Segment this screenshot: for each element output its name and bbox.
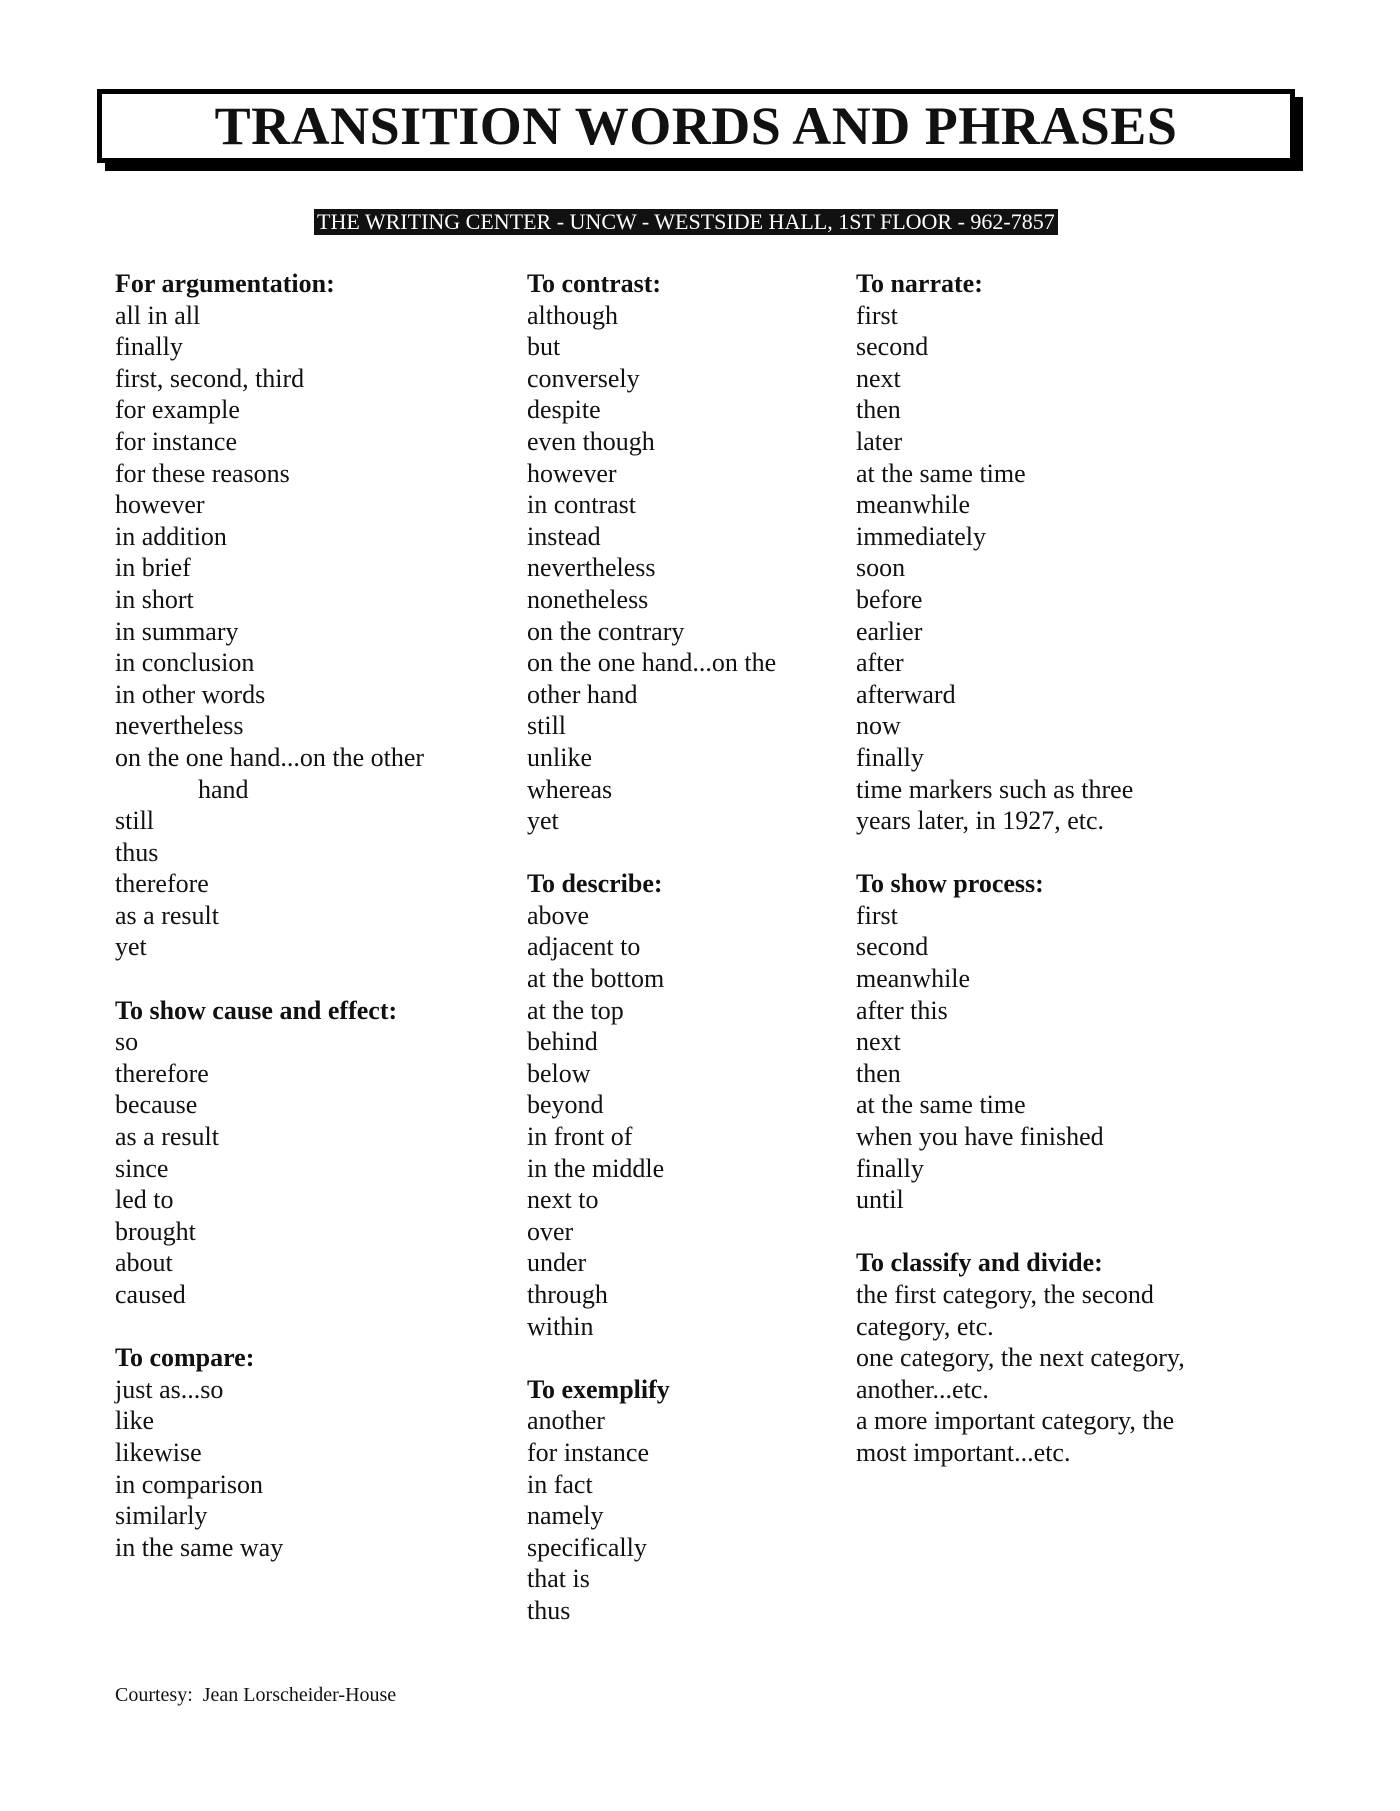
word-list xyxy=(115,1374,515,1564)
list-item: another xyxy=(527,1406,605,1436)
list-item: under xyxy=(527,1248,587,1278)
list-item: in brief xyxy=(115,553,191,583)
list-item: meanwhile xyxy=(856,490,971,520)
list-item: like xyxy=(115,1406,154,1436)
section-heading: To narrate: xyxy=(856,269,983,298)
section-classify-divide xyxy=(856,1247,1256,1468)
list-item: meanwhile xyxy=(856,964,971,994)
list-item: however xyxy=(115,490,205,520)
list-item: in other words xyxy=(115,679,266,709)
list-item: next to xyxy=(527,1185,599,1215)
list-item: in comparison xyxy=(115,1469,264,1499)
list-item: yet xyxy=(527,806,559,836)
section-argumentation xyxy=(115,268,515,963)
word-list xyxy=(856,300,1256,837)
list-item: nonetheless xyxy=(527,584,649,614)
list-item: but xyxy=(527,332,561,362)
list-item: because xyxy=(115,1090,198,1120)
list-item: in conclusion xyxy=(115,648,255,678)
list-item: on the one hand...on the xyxy=(527,648,777,678)
list-item: specifically xyxy=(527,1532,647,1562)
list-item: within xyxy=(527,1311,594,1341)
list-item: despite xyxy=(527,395,601,425)
list-item-continuation: years later, in 1927, etc. xyxy=(856,806,1105,836)
list-item: for instance xyxy=(527,1437,650,1467)
section-exemplify xyxy=(527,1374,847,1627)
section-heading: For argumentation: xyxy=(115,269,335,298)
list-item: still xyxy=(527,711,567,741)
list-item: on the contrary xyxy=(527,616,685,646)
list-item: later xyxy=(856,426,903,456)
section-narrate xyxy=(856,268,1256,837)
list-item: over xyxy=(527,1216,574,1246)
list-item: namely xyxy=(527,1501,604,1531)
section-heading: To show process: xyxy=(856,869,1044,899)
list-item: even though xyxy=(527,426,655,456)
section-cause-and-effect xyxy=(115,995,515,1311)
list-item: time markers such as three xyxy=(856,774,1134,804)
subtitle-banner: THE WRITING CENTER - UNCW - WESTSIDE HALL, 1ST FLOOR - 962-7857 xyxy=(314,209,1058,235)
section-heading: To contrast: xyxy=(527,269,662,298)
list-item: a more important category, the xyxy=(856,1406,1175,1436)
list-item: for instance xyxy=(115,426,238,456)
list-item: after xyxy=(856,648,904,678)
section-heading: To describe: xyxy=(527,869,663,899)
list-item: adjacent to xyxy=(527,932,641,962)
list-item: nevertheless xyxy=(527,553,656,583)
list-item: at the top xyxy=(527,995,624,1025)
list-item: in addition xyxy=(115,521,227,551)
page-title: TRANSITION WORDS AND PHRASES xyxy=(214,96,1178,156)
list-item: after this xyxy=(856,995,948,1025)
section-contrast xyxy=(527,268,847,837)
list-item: nevertheless xyxy=(115,711,244,741)
column-2 xyxy=(527,268,847,1658)
list-item: soon xyxy=(856,553,906,583)
list-item: caused xyxy=(115,1280,186,1309)
section-process xyxy=(856,868,1256,1216)
list-item: thus xyxy=(527,1595,571,1625)
list-item: first xyxy=(856,900,898,930)
list-item-continuation: hand xyxy=(198,774,249,804)
list-item: next xyxy=(856,363,901,393)
list-item: immediately xyxy=(856,521,986,551)
list-item: that is xyxy=(527,1564,590,1594)
list-item: finally xyxy=(856,742,924,772)
list-item-continuation: most important...etc. xyxy=(856,1437,1071,1467)
list-item: in short xyxy=(115,584,194,614)
list-item: earlier xyxy=(856,616,923,646)
list-item: in fact xyxy=(527,1469,593,1499)
list-item: beyond xyxy=(527,1090,604,1120)
courtesy-footer: Courtesy: Jean Lorscheider-House xyxy=(115,1684,397,1706)
list-item: in front of xyxy=(527,1122,633,1152)
list-item: then xyxy=(856,1058,901,1088)
list-item: then xyxy=(856,395,901,425)
list-item: through xyxy=(527,1280,608,1309)
word-list xyxy=(527,300,847,837)
list-item: first, second, third xyxy=(115,363,305,393)
list-item: in the same way xyxy=(115,1532,284,1562)
list-item: unlike xyxy=(527,742,592,772)
list-item: second xyxy=(856,332,929,362)
list-item: brought xyxy=(115,1216,196,1246)
list-item: finally xyxy=(115,332,183,362)
list-item: for these reasons xyxy=(115,458,290,488)
list-item: behind xyxy=(527,1027,598,1057)
list-item-continuation: another...etc. xyxy=(856,1374,989,1404)
list-item: when you have finished xyxy=(856,1122,1104,1152)
list-item: above xyxy=(527,900,590,930)
list-item: thus xyxy=(115,837,159,867)
list-item: therefore xyxy=(115,869,209,899)
list-item: since xyxy=(115,1153,169,1183)
word-list xyxy=(527,900,847,1342)
word-list xyxy=(115,1026,515,1310)
list-item: however xyxy=(527,458,617,488)
list-item: just as...so xyxy=(115,1374,224,1404)
list-item: conversely xyxy=(527,363,640,393)
list-item: before xyxy=(856,584,923,614)
list-item: led to xyxy=(115,1185,174,1215)
list-item: at the same time xyxy=(856,1090,1026,1120)
section-heading: To classify and divide: xyxy=(856,1248,1103,1278)
list-item: at the same time xyxy=(856,458,1026,488)
list-item: for example xyxy=(115,395,240,425)
list-item: the first category, the second xyxy=(856,1280,1154,1309)
list-item-continuation: other hand xyxy=(527,679,638,709)
list-item: first xyxy=(856,300,898,330)
list-item: below xyxy=(527,1058,591,1088)
list-item: likewise xyxy=(115,1437,202,1467)
list-item: on the one hand...on the other xyxy=(115,742,425,772)
list-item: in the middle xyxy=(527,1153,665,1183)
word-list xyxy=(527,1405,847,1626)
list-item: about xyxy=(115,1248,173,1278)
list-item: now xyxy=(856,711,901,741)
list-item: so xyxy=(115,1027,139,1057)
list-item: similarly xyxy=(115,1501,208,1531)
list-item: all in all xyxy=(115,300,201,330)
list-item: instead xyxy=(527,521,601,551)
word-list xyxy=(856,1279,1256,1469)
section-heading: To exemplify xyxy=(527,1374,670,1404)
word-list xyxy=(115,300,515,963)
list-item: whereas xyxy=(527,774,613,804)
list-item: in summary xyxy=(115,616,239,646)
section-describe xyxy=(527,868,847,1342)
column-1 xyxy=(115,268,515,1595)
column-3 xyxy=(856,268,1256,1500)
list-item: still xyxy=(115,806,155,836)
list-item: finally xyxy=(856,1153,924,1183)
list-item: next xyxy=(856,1027,901,1057)
list-item: one category, the next category, xyxy=(856,1343,1185,1373)
list-item: second xyxy=(856,932,929,962)
section-heading: To compare: xyxy=(115,1343,255,1373)
list-item: afterward xyxy=(856,679,956,709)
section-heading: To show cause and effect: xyxy=(115,995,398,1025)
list-item: although xyxy=(527,300,618,330)
list-item: therefore xyxy=(115,1058,209,1088)
section-compare xyxy=(115,1342,515,1563)
list-item: in contrast xyxy=(527,490,637,520)
list-item-continuation: category, etc. xyxy=(856,1311,994,1341)
title-box xyxy=(97,89,1295,163)
list-item: as a result xyxy=(115,900,219,930)
list-item: yet xyxy=(115,932,147,962)
list-item: at the bottom xyxy=(527,964,665,994)
word-list xyxy=(856,900,1256,1216)
list-item: as a result xyxy=(115,1122,219,1152)
list-item: until xyxy=(856,1185,904,1215)
